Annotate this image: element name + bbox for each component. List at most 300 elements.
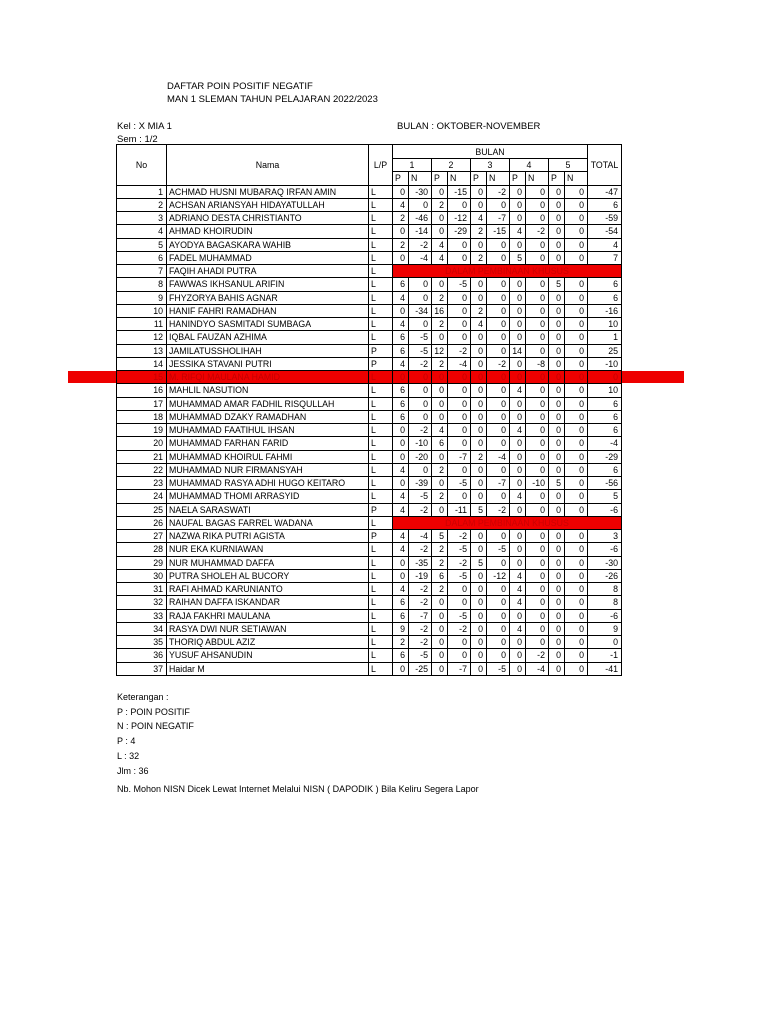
student-name: MUHAMMAD FAATIHUL IHSAN	[167, 424, 369, 437]
point-positive-cell: 0	[432, 450, 448, 463]
point-positive-cell: 0	[510, 331, 526, 344]
row-number: 1	[117, 185, 167, 198]
total-cell: 6	[588, 291, 622, 304]
point-positive-cell: 0	[432, 503, 448, 516]
point-negative-cell: -7	[448, 450, 471, 463]
point-positive-cell: 0	[549, 410, 565, 423]
point-positive-cell: 9	[393, 622, 409, 635]
point-negative-cell: 0	[487, 397, 510, 410]
point-negative-cell: 0	[565, 212, 588, 225]
point-negative-cell: 0	[409, 371, 432, 384]
student-name: ACHMAD HUSNI MUBARAQ IRFAN AMIN	[167, 185, 369, 198]
point-negative-cell: 0	[448, 371, 471, 384]
total-cell: -54	[588, 225, 622, 238]
point-positive-cell: 0	[510, 278, 526, 291]
point-negative-cell: -15	[487, 225, 510, 238]
point-positive-cell: 0	[549, 636, 565, 649]
point-positive-cell: 0	[510, 463, 526, 476]
header-sub-p: P	[432, 172, 448, 185]
student-gender: L	[369, 649, 393, 662]
point-negative-cell: 0	[526, 622, 549, 635]
student-name: FADEL MUHAMMAD	[167, 251, 369, 264]
total-cell: 25	[588, 344, 622, 357]
point-negative-cell: -20	[409, 450, 432, 463]
point-positive-cell: 0	[549, 212, 565, 225]
student-gender: P	[369, 357, 393, 370]
header-sub-p: P	[510, 172, 526, 185]
point-negative-cell: 0	[565, 410, 588, 423]
point-positive-cell: 4	[471, 212, 487, 225]
table-row	[117, 636, 622, 649]
row-number: 30	[117, 569, 167, 582]
point-positive-cell: 0	[510, 397, 526, 410]
notes-negative: N : POIN NEGATIF	[117, 721, 194, 732]
student-gender: P	[369, 530, 393, 543]
point-negative-cell: -2	[409, 583, 432, 596]
point-positive-cell: 0	[471, 291, 487, 304]
point-positive-cell: 12	[432, 344, 448, 357]
total-cell: 9	[588, 622, 622, 635]
student-gender: L	[369, 291, 393, 304]
point-positive-cell: 5	[471, 556, 487, 569]
point-negative-cell: -5	[487, 662, 510, 675]
point-positive-cell: 4	[510, 424, 526, 437]
point-positive-cell: 4	[432, 251, 448, 264]
point-negative-cell: 0	[565, 344, 588, 357]
student-name: MUHAMMAD RASYA ADHI HUGO KEITARO	[167, 477, 369, 490]
point-negative-cell: 0	[565, 543, 588, 556]
point-negative-cell: -2	[526, 649, 549, 662]
point-negative-cell: -19	[409, 569, 432, 582]
total-cell: 0	[588, 371, 622, 384]
point-positive-cell: 0	[549, 569, 565, 582]
student-name: MUHAMMAD FARHAN FARID	[167, 437, 369, 450]
point-negative-cell: 0	[487, 622, 510, 635]
total-cell: -30	[588, 556, 622, 569]
total-cell: -29	[588, 450, 622, 463]
point-negative-cell: 0	[526, 238, 549, 251]
point-positive-cell: 0	[432, 410, 448, 423]
row-number: 14	[117, 357, 167, 370]
table-row	[117, 662, 622, 675]
point-positive-cell: 6	[432, 569, 448, 582]
point-positive-cell: 0	[549, 238, 565, 251]
point-negative-cell: 0	[487, 424, 510, 437]
student-name: YUSUF AHSANUDIN	[167, 649, 369, 662]
point-negative-cell: 0	[565, 622, 588, 635]
point-negative-cell: 0	[409, 278, 432, 291]
row-number: 18	[117, 410, 167, 423]
row-number: 21	[117, 450, 167, 463]
point-positive-cell: 0	[471, 397, 487, 410]
point-positive-cell: 0	[471, 609, 487, 622]
point-positive-cell: 0	[432, 331, 448, 344]
point-positive-cell: 2	[432, 318, 448, 331]
point-negative-cell: -4	[409, 530, 432, 543]
table-row	[117, 397, 622, 410]
point-positive-cell: 4	[510, 225, 526, 238]
point-negative-cell: 0	[565, 530, 588, 543]
point-positive-cell: 4	[393, 463, 409, 476]
point-negative-cell: -5	[448, 569, 471, 582]
month-range-label: BULAN : OKTOBER-NOVEMBER	[397, 121, 541, 132]
point-positive-cell: 4	[393, 291, 409, 304]
total-cell: -16	[588, 304, 622, 317]
point-positive-cell: 4	[510, 490, 526, 503]
point-positive-cell: 0	[432, 371, 448, 384]
point-negative-cell: -12	[487, 569, 510, 582]
table-row	[117, 424, 622, 437]
point-negative-cell: -2	[448, 344, 471, 357]
total-cell: -56	[588, 477, 622, 490]
point-positive-cell: 0	[510, 609, 526, 622]
total-cell: 6	[588, 397, 622, 410]
point-negative-cell: 0	[448, 291, 471, 304]
point-positive-cell: 2	[432, 490, 448, 503]
student-gender: L	[369, 304, 393, 317]
header-month-3: 3	[471, 159, 510, 172]
row-number: 2	[117, 198, 167, 211]
student-gender: L	[369, 609, 393, 622]
point-positive-cell: 0	[471, 490, 487, 503]
point-positive-cell: 0	[510, 649, 526, 662]
point-negative-cell: 0	[487, 410, 510, 423]
student-gender: L	[369, 265, 393, 278]
point-negative-cell: -2	[409, 543, 432, 556]
point-negative-cell: 0	[526, 397, 549, 410]
point-negative-cell: 0	[409, 291, 432, 304]
point-positive-cell: 0	[471, 185, 487, 198]
table-row	[117, 490, 622, 503]
point-positive-cell: 0	[471, 357, 487, 370]
student-name: RASYA DWI NUR SETIAWAN	[167, 622, 369, 635]
class-label: Kel : X MIA 1	[117, 121, 172, 132]
point-positive-cell: 4	[471, 318, 487, 331]
row-number: 34	[117, 622, 167, 635]
table-row	[117, 596, 622, 609]
row-number: 3	[117, 212, 167, 225]
point-negative-cell: 0	[565, 596, 588, 609]
table-row	[117, 384, 622, 397]
point-negative-cell: 0	[565, 198, 588, 211]
table-row	[117, 357, 622, 370]
point-positive-cell: 6	[393, 384, 409, 397]
point-positive-cell: 0	[549, 543, 565, 556]
point-negative-cell: -2	[409, 622, 432, 635]
point-positive-cell: 0	[471, 662, 487, 675]
point-negative-cell: 0	[409, 318, 432, 331]
point-negative-cell: 0	[565, 450, 588, 463]
point-negative-cell: -2	[448, 530, 471, 543]
point-positive-cell: 0	[471, 278, 487, 291]
student-name: NAZWA RIKA PUTRI AGISTA	[167, 530, 369, 543]
point-positive-cell: 0	[510, 543, 526, 556]
point-positive-cell: 2	[432, 583, 448, 596]
student-name: NAELA SARASWATI	[167, 503, 369, 516]
student-gender: L	[369, 198, 393, 211]
point-positive-cell: 0	[432, 278, 448, 291]
point-negative-cell: 0	[487, 304, 510, 317]
point-negative-cell: 0	[487, 291, 510, 304]
point-positive-cell: 0	[471, 477, 487, 490]
table-row	[117, 251, 622, 264]
header-sub-p: P	[393, 172, 409, 185]
point-positive-cell: 0	[549, 530, 565, 543]
total-cell: 6	[588, 278, 622, 291]
point-negative-cell: 0	[526, 463, 549, 476]
point-negative-cell: 0	[565, 649, 588, 662]
table-row	[117, 225, 622, 238]
point-negative-cell: 0	[526, 437, 549, 450]
point-positive-cell: 5	[432, 530, 448, 543]
point-positive-cell: 5	[549, 278, 565, 291]
point-positive-cell: 0	[549, 225, 565, 238]
point-negative-cell: -4	[448, 357, 471, 370]
footnote: Nb. Mohon NISN Dicek Lewat Internet Melalui NISN ( DAPODIK ) Bila Keliru Segera Lapor	[117, 784, 479, 794]
point-positive-cell: 0	[393, 304, 409, 317]
point-negative-cell: 0	[487, 278, 510, 291]
total-cell: 5	[588, 490, 622, 503]
point-negative-cell: -2	[409, 596, 432, 609]
point-positive-cell: 0	[549, 662, 565, 675]
point-negative-cell: -2	[448, 556, 471, 569]
pembinaan-khusus-cell: DALAM PEMBINAAN KHUSUS	[393, 265, 622, 278]
point-negative-cell: 0	[409, 384, 432, 397]
point-positive-cell: 2	[432, 357, 448, 370]
points-table	[116, 144, 622, 676]
row-number: 12	[117, 331, 167, 344]
point-negative-cell: 0	[448, 304, 471, 317]
header-month-1: 1	[393, 159, 432, 172]
student-gender: L	[369, 238, 393, 251]
point-positive-cell: 0	[432, 185, 448, 198]
student-name: THORIQ ABDUL AZIZ	[167, 636, 369, 649]
total-cell: -47	[588, 185, 622, 198]
point-negative-cell: 0	[565, 636, 588, 649]
point-positive-cell: 4	[510, 583, 526, 596]
point-positive-cell: 0	[549, 503, 565, 516]
student-gender: L	[369, 397, 393, 410]
row-number: 24	[117, 490, 167, 503]
point-negative-cell: -25	[409, 662, 432, 675]
point-positive-cell: 2	[432, 198, 448, 211]
total-cell: -26	[588, 569, 622, 582]
total-cell: 0	[588, 636, 622, 649]
student-name: MUHAMMAD KHOIRUL FAHMI	[167, 450, 369, 463]
point-positive-cell: 0	[549, 609, 565, 622]
row-number: 4	[117, 225, 167, 238]
header-no: No	[117, 145, 167, 186]
student-name: MAHLIL NASUTION	[167, 384, 369, 397]
row-number: 25	[117, 503, 167, 516]
point-positive-cell: 0	[549, 649, 565, 662]
point-positive-cell: 0	[549, 357, 565, 370]
point-negative-cell: 0	[526, 291, 549, 304]
point-positive-cell: 2	[432, 543, 448, 556]
point-negative-cell: -11	[448, 503, 471, 516]
point-positive-cell: 0	[432, 636, 448, 649]
row-number: 33	[117, 609, 167, 622]
point-negative-cell: -7	[448, 662, 471, 675]
table-row	[117, 212, 622, 225]
point-negative-cell: -10	[409, 437, 432, 450]
point-negative-cell: -14	[409, 225, 432, 238]
point-negative-cell: -12	[448, 212, 471, 225]
student-gender: L	[369, 331, 393, 344]
point-negative-cell: 0	[448, 238, 471, 251]
point-positive-cell: 0	[549, 622, 565, 635]
point-negative-cell: 0	[448, 384, 471, 397]
point-negative-cell: 0	[565, 384, 588, 397]
point-positive-cell: 6	[432, 437, 448, 450]
point-positive-cell: 4	[432, 238, 448, 251]
point-positive-cell: 0	[471, 569, 487, 582]
point-positive-cell: 0	[432, 662, 448, 675]
student-name: FAQIH AHADI PUTRA	[167, 265, 369, 278]
row-number: 28	[117, 543, 167, 556]
point-negative-cell: 0	[565, 304, 588, 317]
point-positive-cell: 6	[393, 410, 409, 423]
point-positive-cell: 6	[393, 344, 409, 357]
student-name: AHMAD KHOIRUDIN	[167, 225, 369, 238]
point-negative-cell: 0	[565, 569, 588, 582]
table-row	[117, 437, 622, 450]
student-name: IQBAL FAUZAN AZHIMA	[167, 331, 369, 344]
point-negative-cell: -2	[448, 622, 471, 635]
point-positive-cell: 0	[549, 251, 565, 264]
point-positive-cell: 0	[393, 556, 409, 569]
header-total: TOTAL	[588, 145, 622, 186]
point-negative-cell: 0	[526, 371, 549, 384]
point-positive-cell: 0	[549, 304, 565, 317]
row-number: 26	[117, 516, 167, 529]
point-negative-cell: 0	[526, 278, 549, 291]
point-negative-cell: 0	[487, 331, 510, 344]
point-negative-cell: -5	[409, 331, 432, 344]
point-negative-cell: 0	[526, 490, 549, 503]
table-row	[117, 278, 622, 291]
point-negative-cell: -30	[409, 185, 432, 198]
point-negative-cell: -39	[409, 477, 432, 490]
document-title: DAFTAR POIN POSITIF NEGATIF	[167, 81, 313, 92]
point-positive-cell: 0	[510, 212, 526, 225]
table-row	[117, 304, 622, 317]
point-positive-cell: 0	[471, 371, 487, 384]
point-positive-cell: 0	[510, 198, 526, 211]
point-negative-cell: 0	[526, 251, 549, 264]
total-cell: 6	[588, 424, 622, 437]
point-positive-cell: 4	[393, 530, 409, 543]
table-row	[117, 450, 622, 463]
point-negative-cell: -4	[487, 450, 510, 463]
student-name: RAJA FAKHRI MAULANA	[167, 609, 369, 622]
student-name: JESSIKA STAVANI PUTRI	[167, 357, 369, 370]
point-negative-cell: 0	[487, 609, 510, 622]
student-gender: L	[369, 516, 393, 529]
point-negative-cell: 0	[565, 238, 588, 251]
point-positive-cell: 4	[393, 583, 409, 596]
point-positive-cell: 0	[471, 622, 487, 635]
total-cell: -4	[588, 437, 622, 450]
point-positive-cell: 4	[393, 490, 409, 503]
point-negative-cell: 0	[448, 198, 471, 211]
header-sub-p: P	[471, 172, 487, 185]
student-name: FAWWAS IKHSANUL ARIFIN	[167, 278, 369, 291]
row-number: 10	[117, 304, 167, 317]
student-name: Haidar M	[167, 662, 369, 675]
table-body	[117, 145, 622, 676]
point-positive-cell: 0	[510, 357, 526, 370]
student-name: NUR MUHAMMAD DAFFA	[167, 556, 369, 569]
student-gender: L	[369, 636, 393, 649]
total-cell: 6	[588, 463, 622, 476]
point-negative-cell: 0	[487, 384, 510, 397]
point-negative-cell: 0	[487, 318, 510, 331]
student-gender: L	[369, 569, 393, 582]
student-gender: L	[369, 662, 393, 675]
total-cell: -1	[588, 649, 622, 662]
point-positive-cell: 0	[393, 569, 409, 582]
point-positive-cell: 6	[393, 596, 409, 609]
point-positive-cell: 0	[549, 291, 565, 304]
student-gender: L	[369, 556, 393, 569]
point-negative-cell: 0	[409, 198, 432, 211]
point-negative-cell: 0	[409, 397, 432, 410]
total-cell: -10	[588, 357, 622, 370]
row-number: 6	[117, 251, 167, 264]
point-positive-cell: 0	[432, 397, 448, 410]
point-positive-cell: 0	[510, 503, 526, 516]
total-cell: 8	[588, 596, 622, 609]
point-negative-cell: -15	[448, 185, 471, 198]
table-row	[117, 583, 622, 596]
point-negative-cell: 0	[448, 649, 471, 662]
point-negative-cell: 0	[526, 198, 549, 211]
point-positive-cell: 2	[471, 304, 487, 317]
point-positive-cell: 2	[393, 636, 409, 649]
point-positive-cell: 0	[549, 185, 565, 198]
notes-section	[117, 690, 194, 778]
student-gender: L	[369, 185, 393, 198]
student-gender: L	[369, 278, 393, 291]
point-positive-cell: 2	[471, 251, 487, 264]
point-negative-cell: 0	[448, 636, 471, 649]
student-gender: L	[369, 410, 393, 423]
table-row	[117, 463, 622, 476]
student-gender: L	[369, 212, 393, 225]
point-negative-cell: -2	[409, 424, 432, 437]
point-negative-cell: 0	[487, 251, 510, 264]
student-name: ADRIANO DESTA CHRISTIANTO	[167, 212, 369, 225]
point-negative-cell: 0	[526, 318, 549, 331]
point-negative-cell: 0	[448, 318, 471, 331]
student-gender: L	[369, 596, 393, 609]
point-positive-cell: 0	[549, 198, 565, 211]
point-negative-cell: 0	[526, 185, 549, 198]
total-cell: -6	[588, 609, 622, 622]
point-negative-cell: -2	[526, 225, 549, 238]
point-positive-cell: 0	[510, 318, 526, 331]
row-number: 13	[117, 344, 167, 357]
point-positive-cell: 0	[549, 371, 565, 384]
student-gender: L	[369, 371, 393, 384]
point-positive-cell: 0	[549, 556, 565, 569]
table-row	[117, 198, 622, 211]
point-negative-cell: 0	[565, 318, 588, 331]
point-negative-cell: -2	[409, 503, 432, 516]
student-gender: P	[369, 344, 393, 357]
total-cell: 6	[588, 198, 622, 211]
